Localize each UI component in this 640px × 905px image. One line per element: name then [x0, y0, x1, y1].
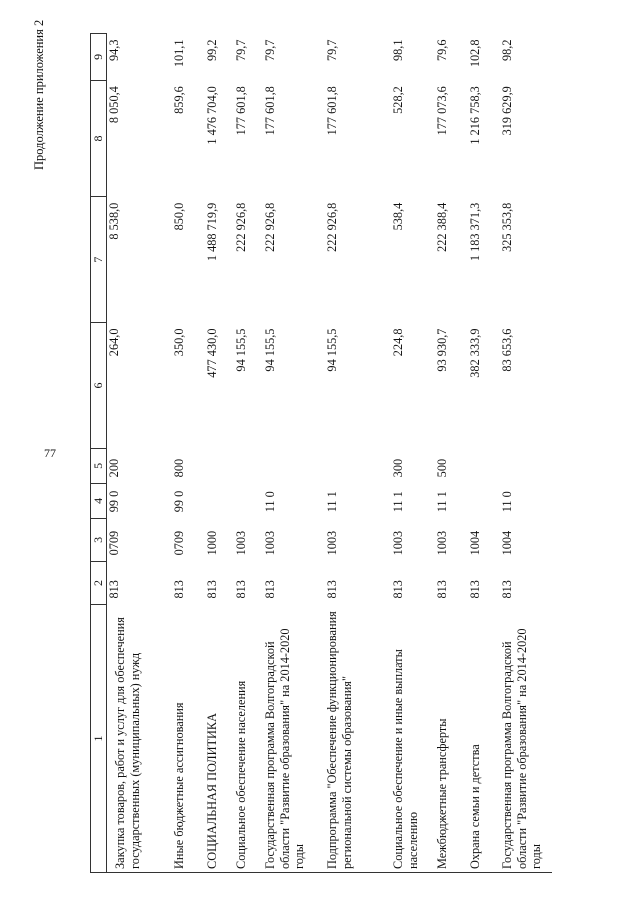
cell-col-5: 300: [391, 458, 405, 478]
table-row: [205, 34, 234, 873]
table-row: [468, 34, 500, 873]
header-col-2: 2: [91, 561, 107, 604]
cell-col-4: [234, 483, 263, 518]
table-body: [107, 34, 553, 873]
table-row: [107, 34, 173, 873]
cell-col-2: 813: [391, 580, 405, 599]
budget-table: [90, 33, 552, 873]
cell-col-8: 528,2: [391, 86, 405, 114]
table-row: [500, 34, 552, 873]
cell-col-3: 1004: [500, 530, 514, 556]
cell-col-6: 350,0: [172, 328, 186, 357]
cell-col-2: 813: [435, 580, 449, 599]
row-name: Социальное обеспечение населения: [234, 605, 263, 873]
cell-col-3: 1004: [468, 530, 482, 556]
cell-col-2: 813: [263, 580, 277, 599]
cell-col-6: 94 155,5: [263, 328, 277, 372]
header-row: [91, 34, 107, 873]
cell-col-6: 94 155,5: [325, 328, 339, 372]
cell-col-9: 94,3: [107, 39, 121, 62]
cell-col-6: 83 653,6: [500, 328, 514, 372]
cell-col-7: 222 926,8: [325, 202, 339, 252]
header-col-9: 9: [91, 34, 107, 81]
cell-col-4: 11 0: [263, 491, 277, 513]
cell-col-3: 1003: [263, 530, 277, 556]
table-row: [325, 34, 391, 873]
cell-col-6: 224,8: [391, 328, 405, 357]
cell-col-2: 813: [107, 580, 121, 599]
cell-col-7: 222 388,4: [435, 202, 449, 252]
cell-col-9: 79,6: [435, 39, 449, 62]
cell-col-7: 222 926,8: [234, 202, 248, 252]
cell-col-9: 79,7: [325, 39, 339, 62]
row-name: Подпрограмма "Обеспечение функционирования региональной системы образования": [325, 605, 391, 873]
cell-col-4: 11 0: [500, 491, 514, 513]
cell-col-5: [234, 448, 263, 483]
table-row: [172, 34, 205, 873]
cell-col-8: 177 601,8: [325, 86, 339, 136]
row-name: Государственная программа Волгоградской области "Развитие образования" на 2014-2020 годы: [263, 605, 325, 873]
row-name: Межбюджетные трансферты: [435, 605, 468, 873]
cell-col-9: 98,2: [500, 39, 514, 62]
table-row: [234, 34, 263, 873]
cell-col-7: 325 353,8: [500, 202, 514, 252]
cell-col-9: 79,7: [263, 39, 277, 62]
cell-col-4: [205, 483, 234, 518]
header-col-4: 4: [91, 483, 107, 518]
cell-col-5: 200: [107, 458, 121, 478]
row-name: Социальное обеспечение и иные выплаты населению: [391, 605, 435, 873]
cell-col-3: 1003: [234, 530, 248, 556]
row-name: Иные бюджетные ассигнования: [172, 605, 205, 873]
cell-col-8: 177 073,6: [435, 86, 449, 136]
cell-col-2: 813: [325, 580, 339, 599]
cell-col-5: 500: [435, 458, 449, 478]
row-name: Охрана семьи и детства: [468, 605, 500, 873]
cell-col-6: 382 333,9: [468, 328, 482, 378]
cell-col-9: 101,1: [172, 39, 186, 68]
header-col-6: 6: [91, 323, 107, 449]
cell-col-2: 813: [468, 580, 482, 599]
cell-col-6: 93 930,7: [435, 328, 449, 372]
table-row: [435, 34, 468, 873]
cell-col-7: 222 926,8: [263, 202, 277, 252]
page-number: 77: [44, 446, 56, 460]
cell-col-7: 538,4: [391, 202, 405, 231]
cell-col-9: 79,7: [234, 39, 248, 62]
cell-col-7: 1 183 371,3: [468, 202, 482, 262]
cell-col-2: 813: [500, 580, 514, 599]
cell-col-5: [468, 448, 500, 483]
cell-col-5: [500, 448, 552, 483]
continuation-note: Продолжение приложения 2: [32, 19, 46, 170]
cell-col-9: 102,8: [468, 39, 482, 68]
cell-col-4: [468, 483, 500, 518]
cell-col-6: 94 155,5: [234, 328, 248, 372]
cell-col-3: 0709: [107, 530, 121, 556]
cell-col-7: 850,0: [172, 202, 186, 231]
cell-col-9: 98,1: [391, 39, 405, 62]
table-row: [263, 34, 325, 873]
cell-col-4: 99 0: [172, 490, 186, 513]
cell-col-3: 0709: [172, 530, 186, 556]
cell-col-2: 813: [234, 580, 248, 599]
cell-col-4: 11 1: [435, 491, 449, 513]
cell-col-6: 477 430,0: [205, 328, 219, 378]
cell-col-9: 99,2: [205, 39, 219, 62]
cell-col-7: 1 488 719,9: [205, 202, 219, 262]
row-name: Закупка товаров, работ и услуг для обеспечения государственных (муниципальных) нужд: [107, 605, 173, 873]
header-col-7: 7: [91, 197, 107, 323]
header-col-3: 3: [91, 518, 107, 561]
cell-col-5: [325, 448, 391, 483]
cell-col-8: 1 476 704,0: [205, 86, 219, 145]
cell-col-5: [205, 448, 234, 483]
header-col-5: 5: [91, 448, 107, 483]
cell-col-5: 800: [172, 458, 186, 478]
row-name: Государственная программа Волгоградской области "Развитие образования" на 2014-2020 годы: [500, 605, 552, 873]
cell-col-8: 177 601,8: [234, 86, 248, 136]
cell-col-2: 813: [205, 580, 219, 599]
cell-col-8: 177 601,8: [263, 86, 277, 136]
cell-col-4: 99 0: [107, 490, 121, 513]
table-row: [391, 34, 435, 873]
cell-col-8: 859,6: [172, 86, 186, 114]
cell-col-8: 8 050,4: [107, 86, 121, 124]
cell-col-8: 319 629,9: [500, 86, 514, 136]
cell-col-8: 1 216 758,3: [468, 86, 482, 145]
cell-col-3: 1003: [435, 530, 449, 556]
cell-col-3: 1003: [325, 530, 339, 556]
header-col-1: 1: [91, 605, 107, 873]
row-name: СОЦИАЛЬНАЯ ПОЛИТИКА: [205, 605, 234, 873]
cell-col-2: 813: [172, 580, 186, 599]
cell-col-3: 1000: [205, 530, 219, 556]
cell-col-5: [263, 448, 325, 483]
header-col-8: 8: [91, 80, 107, 197]
cell-col-3: 1003: [391, 530, 405, 556]
cell-col-4: 11 1: [325, 491, 339, 513]
cell-col-7: 8 538,0: [107, 202, 121, 240]
cell-col-6: 264,0: [107, 328, 121, 357]
cell-col-4: 11 1: [391, 491, 405, 513]
